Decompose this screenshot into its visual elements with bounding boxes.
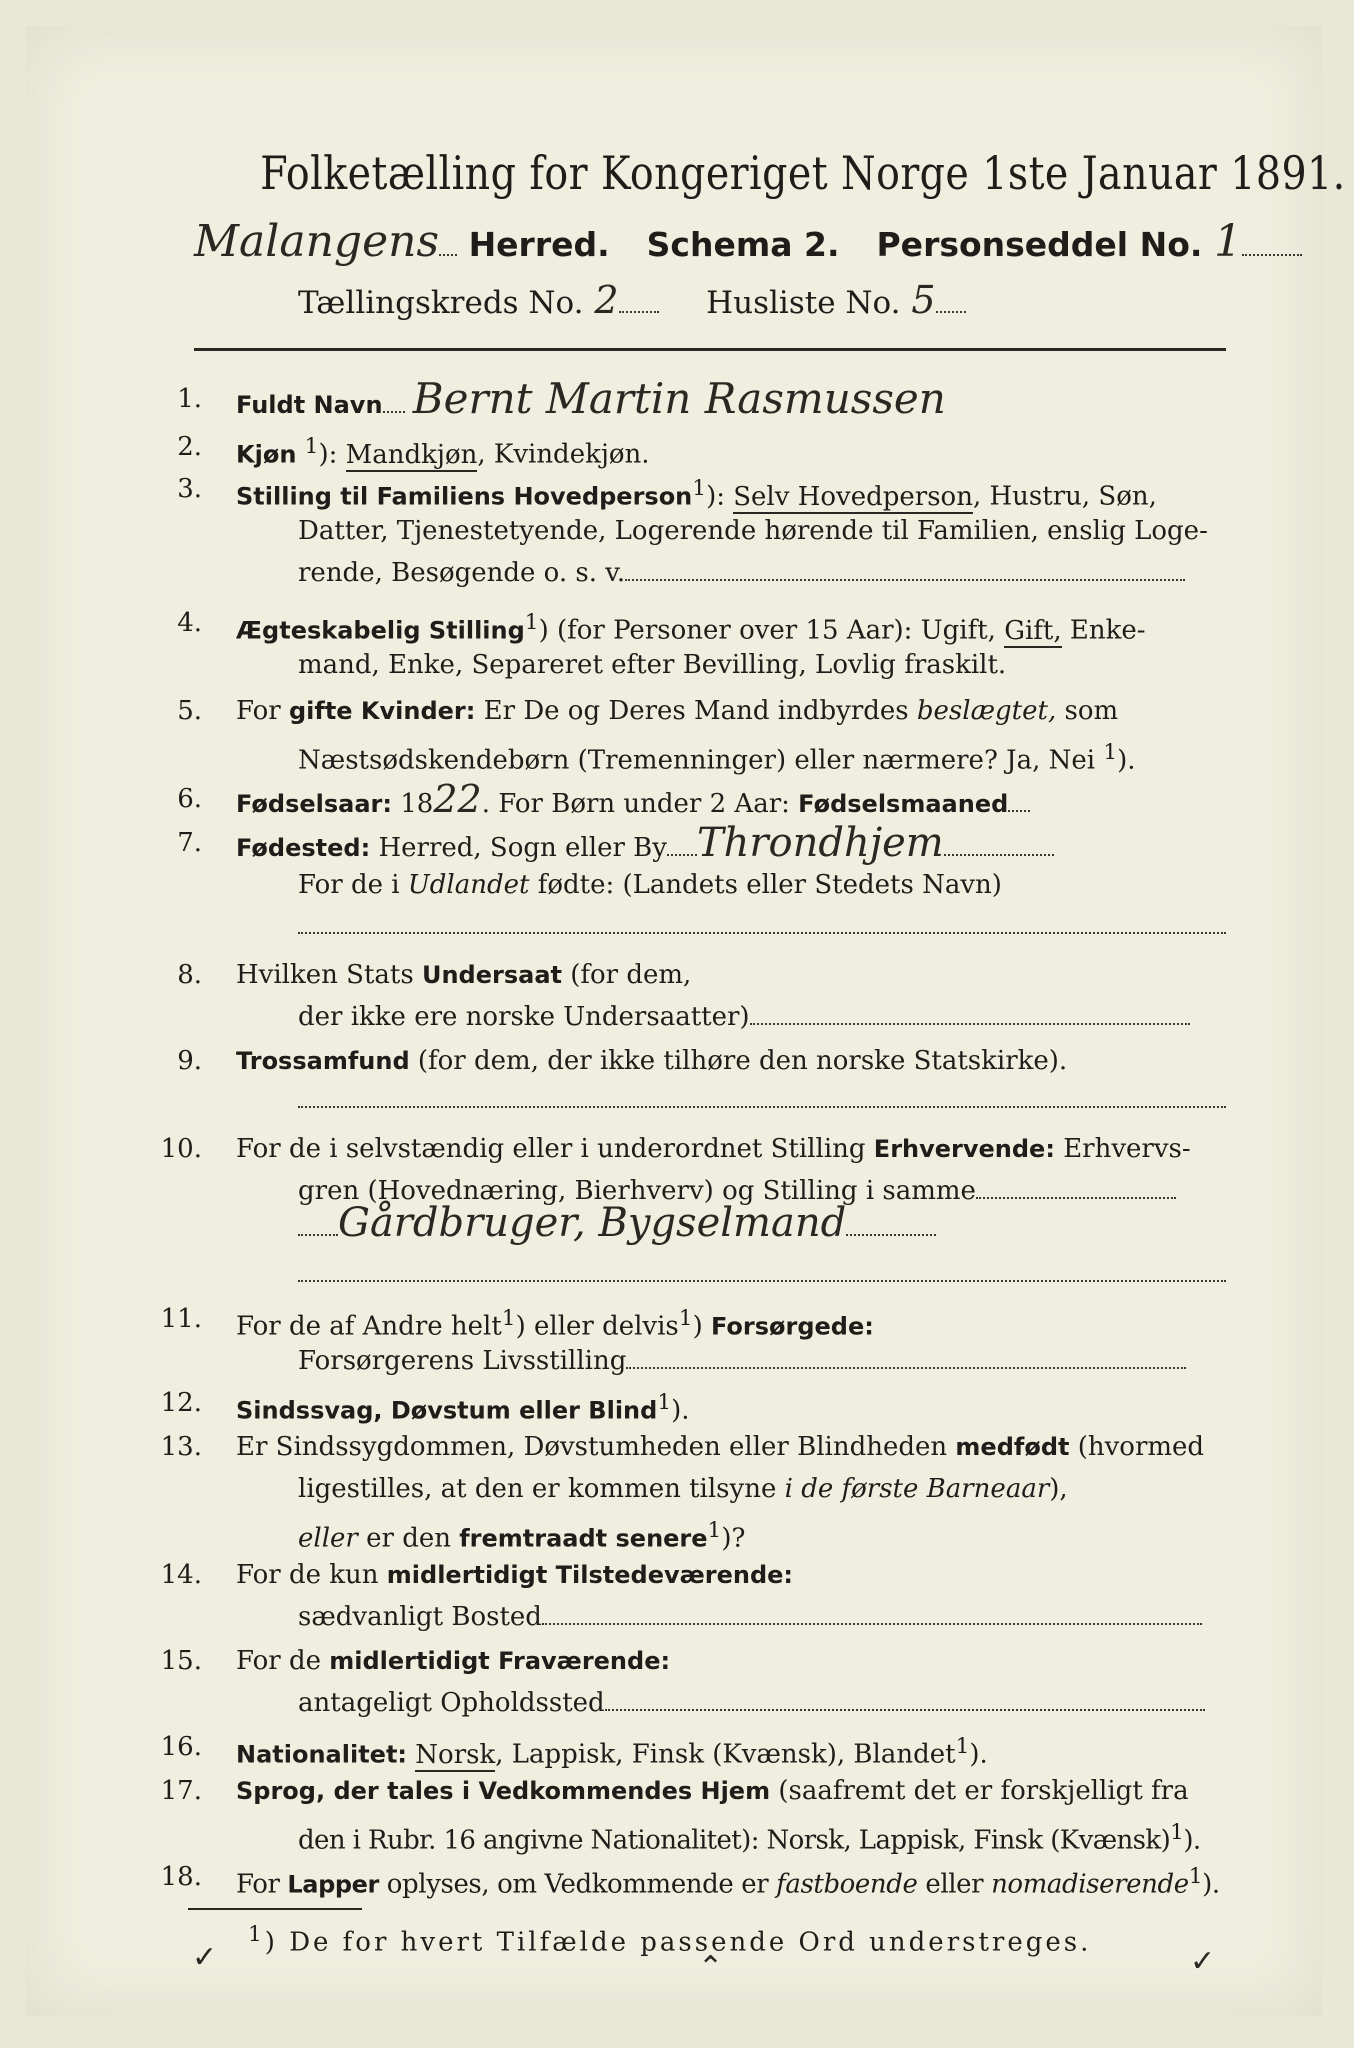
field-2-label: Kjøn (236, 440, 297, 469)
field-18-label: Lapper (287, 1870, 379, 1899)
personseddel-label: Personseddel No. (876, 225, 1203, 264)
field-12-number: 12. (160, 1388, 202, 1418)
pen-mark-center: ⌃ (698, 1950, 724, 1985)
field-5-text-b: Er De og Deres Mand indbyrdes (475, 696, 917, 726)
field-3-options-a: , Hustru, Søn, (972, 481, 1157, 512)
field-7-number: 7. (177, 828, 202, 858)
field-5-italic: beslægtet, (916, 696, 1057, 726)
field-8-label: Undersaat (421, 961, 562, 989)
field-7-text: Herred, Sogn eller By (370, 833, 667, 863)
field-5-question: Næstsødskendebørn (Tremenninger) eller nærmere? Ja, Nei (298, 745, 1096, 776)
census-sheet (26, 26, 1346, 2016)
field-10-text-b: Erhvervs- (1054, 1134, 1191, 1164)
field-3-sup: 1 (692, 476, 707, 501)
field-2-colon: ): (318, 439, 338, 470)
footnote-text: ) De for hvert Tilfælde passende Ord understreges. (264, 1927, 1092, 1958)
field-11-label: Forsørgede: (710, 1312, 874, 1341)
husliste-number: 5 (911, 278, 936, 322)
field-12-label: Sindssvag, Døvstum eller Blind (236, 1396, 658, 1425)
field-13-text-e: er den (357, 1523, 460, 1554)
header-rule (194, 348, 1226, 351)
field-6-text: . For Børn under 2 Aar: (481, 789, 799, 819)
field-11-text-d: Forsørgerens Livsstilling (298, 1346, 627, 1376)
field-6-label: Fødselsaar: (236, 790, 392, 818)
field-4-text-b: Enke- (1061, 615, 1146, 646)
field-3-number: 3. (177, 474, 202, 504)
pen-mark-left: ✓ (192, 1940, 218, 1975)
birthplace-handwriting: Throndhjem (696, 820, 944, 866)
field-18-text-a: For (236, 1869, 288, 1900)
field-7-line-2a: For de i (298, 870, 408, 900)
husliste-label: Husliste No. (706, 285, 901, 321)
field-14-text-b: sædvanligt Bosted (298, 1602, 542, 1632)
field-16-sup: 1 (955, 1734, 970, 1759)
field-9-label: Trossamfund (236, 1047, 410, 1075)
field-18-number: 18. (160, 1862, 202, 1892)
field-13-text-d: ), (1049, 1474, 1068, 1504)
field-8-text-c: der ikke ere norske Undersaatter) (298, 1002, 750, 1032)
field-7-blank-line (298, 932, 1226, 934)
field-13-text-b: (hvormed (1069, 1432, 1205, 1462)
field-5-end: ). (1117, 745, 1136, 776)
field-3-label: Stilling til Familiens Hovedperson (236, 482, 693, 511)
field-5-sup: 1 (1103, 740, 1118, 765)
field-10-blank-line (298, 1280, 1226, 1282)
pen-mark-right: ✓ (1190, 1944, 1216, 1979)
field-9-text: (for dem, der ikke tilhøre den norske Statskirke). (409, 1046, 1068, 1076)
field-3-colon: ): (706, 481, 725, 512)
field-3-options-b: Datter, Tjenestetyende, Logerende hørende til Familien, enslig Loge- (298, 516, 1208, 546)
footnote-rule (188, 1908, 362, 1910)
field-11-text-c: ) (692, 1311, 711, 1342)
kreds-line (298, 278, 966, 322)
field-13-label-2: fremtraadt senere (459, 1524, 708, 1553)
field-13-end: )? (721, 1523, 746, 1554)
herred-label: Herred. (468, 225, 610, 264)
field-18-sup: 1 (1188, 1864, 1203, 1889)
schema-label: Schema 2. (646, 225, 840, 264)
option-selv-hovedperson-underlined: Selv Hovedperson (733, 481, 973, 512)
field-11-sup-1: 1 (501, 1306, 516, 1331)
field-5-text-a: For (236, 696, 281, 726)
field-9-number: 9. (177, 1046, 202, 1076)
field-17-text-b: den i Rubr. 16 angivne Nationalitet): Norsk, Lappisk, Finsk (Kvænsk) (298, 1825, 1171, 1856)
field-5-text-c: som (1056, 696, 1119, 726)
field-8-text-b: (for dem, (561, 960, 692, 990)
herred-line (194, 216, 1302, 267)
field-18-end: ). (1202, 1869, 1220, 1900)
field-11-text-b: ) eller delvis (515, 1311, 679, 1342)
field-18-italic-2: nomadiserende (991, 1869, 1189, 1900)
field-16-options: , Lappisk, Finsk (Kvænsk), Blandet (495, 1739, 956, 1770)
field-6-century: 18 (392, 789, 434, 819)
field-15-text-a: For de (236, 1646, 330, 1676)
field-10-text-c: gren (Hovednæring, Bierhverv) og Stilling i samme (298, 1176, 976, 1206)
field-4-text-a: ) (for Personer over 15 Aar): Ugift, (538, 615, 996, 646)
field-2-number: 2. (177, 432, 202, 462)
footnote-sup: 1 (248, 1922, 265, 1947)
full-name-handwriting: Bernt Martin Rasmussen (412, 374, 946, 423)
field-6-number: 6. (177, 784, 202, 814)
field-17-label: Sprog, der tales i Vedkommendes Hjem (236, 1777, 771, 1805)
field-8-text-a: Hvilken Stats (236, 960, 422, 990)
field-17-sup: 1 (1170, 1820, 1184, 1845)
field-15-label: midlertidigt Fraværende: (329, 1647, 671, 1675)
field-11-number: 11. (160, 1304, 202, 1334)
field-16-end: ). (969, 1739, 988, 1770)
field-13-label: medfødt (955, 1433, 1070, 1461)
field-15-number: 15. (160, 1646, 202, 1676)
herred-handwriting: Malangens (194, 216, 440, 267)
field-17-number: 17. (160, 1776, 202, 1806)
field-4-options-b: mand, Enke, Separeret efter Bevilling, Lovlig fraskilt. (298, 650, 1007, 680)
field-3-options-c: rende, Besøgende o. s. v. (298, 558, 626, 588)
occupation-handwriting: Gårdbruger, Bygselmand (338, 1200, 847, 1246)
field-18-text-b: oplyses, om Vedkommende er (378, 1869, 777, 1900)
field-8-number: 8. (177, 960, 202, 990)
field-17-text-a: (saafremt det er forskjelligt fra (770, 1776, 1189, 1806)
form-title: Folketælling for Kongeriget Norge 1ste Januar 1891. (260, 146, 1346, 200)
field-17-end: ). (1183, 1825, 1201, 1856)
field-12-sup: 1 (657, 1390, 672, 1415)
field-15-text-b: antageligt Opholdssted (298, 1688, 605, 1718)
field-5-label: gifte Kvinder: (288, 697, 476, 725)
field-13-sup: 1 (707, 1518, 722, 1543)
field-13-text-a: Er Sindssygdommen, Døvstumheden eller Blindheden (236, 1432, 956, 1462)
option-norsk-underlined: Norsk (415, 1739, 496, 1770)
field-16-number: 16. (160, 1732, 202, 1762)
field-7-line-2b: fødte: (Landets eller Stedets Navn) (529, 870, 1002, 900)
field-1-number: 1. (177, 384, 202, 414)
option-kvindekjon: , Kvindekjøn. (477, 439, 650, 470)
field-1-label: Fuldt Navn (236, 391, 383, 419)
field-18-italic-1: fastboende (776, 1869, 918, 1900)
field-16-label: Nationalitet: (236, 1740, 408, 1769)
field-14-text-a: For de kun (236, 1560, 387, 1590)
field-5-number: 5. (177, 696, 202, 726)
field-7-label: Fødested: (236, 834, 371, 862)
kreds-number: 2 (594, 278, 619, 322)
field-4-number: 4. (177, 608, 202, 638)
footnote (248, 1922, 1091, 1958)
field-12-end: ). (671, 1395, 690, 1426)
field-13-italic-2: eller (298, 1523, 358, 1554)
field-18-text-c: eller (917, 1869, 992, 1900)
field-13-number: 13. (160, 1432, 202, 1462)
field-11-text-a: For de af Andre helt (236, 1311, 502, 1342)
field-10-number: 10. (160, 1134, 202, 1164)
kreds-label: Tællingskreds No. (298, 285, 584, 321)
field-2-sup: 1 (304, 434, 319, 459)
field-11-sup-2: 1 (678, 1306, 693, 1331)
option-mandkjon-underlined: Mandkjøn (345, 439, 478, 470)
birth-year-handwriting: 22 (433, 777, 482, 821)
field-13-text-c: ligestilles, at den er kommen tilsyne (298, 1474, 785, 1504)
personseddel-number: 1 (1213, 216, 1242, 267)
field-14-number: 14. (160, 1560, 202, 1590)
field-14-label: midlertidigt Tilstedeværende: (386, 1561, 794, 1589)
field-13-italic: i de første Barneaar (784, 1474, 1050, 1504)
field-10-text-a: For de i selvstændig eller i underordnet Stilling (236, 1134, 874, 1164)
field-9-blank-line (298, 1106, 1226, 1108)
field-4-sup: 1 (524, 610, 539, 635)
field-10-label: Erhvervende: (873, 1135, 1055, 1163)
field-7-italic: Udlandet (407, 870, 530, 900)
option-gift-underlined: Gift, (1004, 615, 1062, 646)
field-6-label-2: Fødselsmaaned (798, 790, 1009, 818)
field-4-label: Ægteskabelig Stilling (236, 616, 525, 645)
